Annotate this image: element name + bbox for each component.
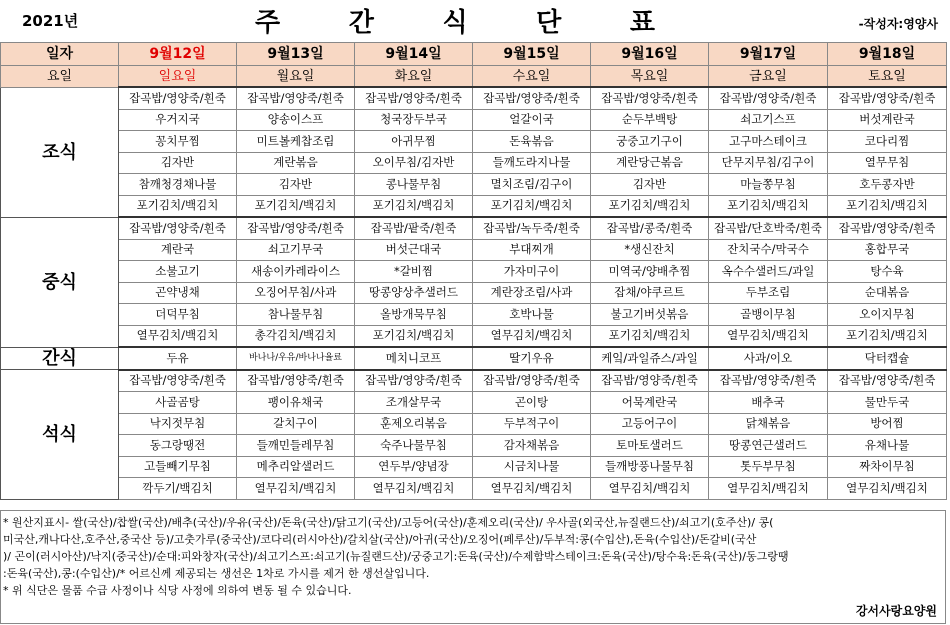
menu-row	[1, 456, 947, 478]
menu-cell: 총각김치/백김치	[237, 325, 355, 347]
menu-cell: 잡곡밥/영양죽/흰죽	[828, 370, 947, 392]
menu-cell: *갈비찜	[355, 261, 473, 283]
date-header-cell: 9월16일	[591, 43, 709, 66]
menu-cell: 팽이유채국	[237, 392, 355, 414]
date-header-cell: 9월13일	[237, 43, 355, 66]
menu-cell: 잡곡밥/영양죽/흰죽	[237, 217, 355, 239]
date-header-row	[1, 43, 947, 66]
origin-notes	[3, 514, 943, 599]
menu-cell: 포기김치/백김치	[828, 325, 947, 347]
menu-cell: 가자미구이	[473, 261, 591, 283]
menu-cell: 열무김치/백김치	[355, 478, 473, 500]
menu-cell: 토마토샐러드	[591, 435, 709, 457]
menu-cell: 청국장두부국	[355, 109, 473, 131]
menu-cell: 포기김치/백김치	[591, 325, 709, 347]
menu-cell: 김자반	[237, 174, 355, 196]
menu-cell: 잡곡밥/팥죽/흰죽	[355, 217, 473, 239]
menu-cell: 두부적구이	[473, 413, 591, 435]
menu-row	[1, 325, 947, 347]
title-row	[0, 0, 946, 42]
title-char: 식	[442, 8, 468, 38]
note-line: )/ 곤이(러시아산)/낙지(중국산)/순대:피와창자(국산)/쇠고기스프:쇠고기(뉴질랜드산)/궁중고기:돈육(국산)/수제함박스테이크:돈육(국산)/탕수육:돈육(국산)/동그랑땡	[3, 550, 789, 563]
menu-row	[1, 282, 947, 304]
note-line: 미국산,캐나다산,호주산,중국산 등)/고춧가루(중국산)/코다리(러시아산)/갈치살(국산)/아귀(국산)/오징어(페루산)/두부적:콩(수입산),돈육(수입산)/돈갈비(국산	[3, 533, 757, 546]
menu-cell: 포기김치/백김치	[828, 195, 947, 217]
menu-cell: 감자채볶음	[473, 435, 591, 457]
menu-cell: 땅콩양상추샐러드	[355, 282, 473, 304]
menu-cell: 홍합무국	[828, 239, 947, 261]
menu-row	[1, 131, 947, 153]
menu-cell: 쇠고기스프	[709, 109, 828, 131]
menu-cell: 조개살무국	[355, 392, 473, 414]
menu-cell: 잡곡밥/영양죽/흰죽	[473, 87, 591, 109]
menu-row	[1, 152, 947, 174]
weekly-menu-table	[0, 42, 947, 500]
menu-cell: 고들빼기무침	[119, 456, 237, 478]
menu-cell: 잡곡밥/영양죽/흰죽	[709, 370, 828, 392]
meal-label: 조식	[1, 87, 119, 217]
menu-row	[1, 239, 947, 261]
menu-row	[1, 347, 947, 370]
menu-cell: 잡곡밥/영양죽/흰죽	[119, 217, 237, 239]
menu-cell: 잡곡밥/영양죽/흰죽	[119, 370, 237, 392]
title-char: 간	[348, 8, 374, 38]
menu-cell: 오이무침/김자반	[355, 152, 473, 174]
date-header-label: 일자	[1, 43, 119, 66]
date-header-cell: 9월12일	[119, 43, 237, 66]
menu-cell: 물만두국	[828, 392, 947, 414]
menu-cell: 포기김치/백김치	[591, 195, 709, 217]
menu-cell: 꽁치무찜	[119, 131, 237, 153]
menu-row	[1, 87, 947, 109]
day-header-cell: 화요일	[355, 66, 473, 88]
menu-cell: 잡곡밥/영양죽/흰죽	[119, 87, 237, 109]
menu-cell: 잡곡밥/영양죽/흰죽	[237, 87, 355, 109]
menu-cell: 땅콩연근샐러드	[709, 435, 828, 457]
menu-cell: 낙지젓무침	[119, 413, 237, 435]
menu-cell: 바나나/우유/바나나율료	[237, 347, 355, 370]
menu-cell: 들깨방풍나물무침	[591, 456, 709, 478]
menu-cell: 코다리찜	[828, 131, 947, 153]
menu-cell: 닥터캡슐	[828, 347, 947, 370]
day-header-cell: 금요일	[709, 66, 828, 88]
menu-cell: 깍두기/백김치	[119, 478, 237, 500]
menu-cell: 얼갈이국	[473, 109, 591, 131]
menu-cell: 잡곡밥/영양죽/흰죽	[591, 87, 709, 109]
menu-cell: 어묵계란국	[591, 392, 709, 414]
menu-cell: 훈제오리볶음	[355, 413, 473, 435]
menu-cell: 동그랑땡전	[119, 435, 237, 457]
facility-signature: 강서사랑요양원	[855, 604, 937, 618]
menu-cell: 열무김치/백김치	[473, 478, 591, 500]
note-line: * 원산지표시- 쌀(국산)/찹쌀(국산)/배추(국산)/우유(국산)/돈육(국산)/닭고기(국산)/고등어(국산)/훈제오리(국산)/ 우사골(외국산,뉴질랜드산)/쇠고기(호주산)/ 콩(	[3, 516, 774, 529]
menu-cell: 잡곡밥/영양죽/흰죽	[355, 87, 473, 109]
menu-row	[1, 109, 947, 131]
menu-row	[1, 195, 947, 217]
day-header-row	[1, 66, 947, 88]
title-char: 주	[255, 8, 281, 38]
menu-cell: 계란장조림/사과	[473, 282, 591, 304]
menu-cell: 들깨도라지나물	[473, 152, 591, 174]
menu-cell: 갈치구이	[237, 413, 355, 435]
menu-row	[1, 370, 947, 392]
note-line: :돈육(국산),콩:(수입산)/* 어르신께 제공되는 생선은 1차로 가시를 제거 한 생선살입니다.	[3, 567, 430, 580]
menu-cell: 잡곡밥/영양죽/흰죽	[355, 370, 473, 392]
author-label: -작성자:영양사	[858, 17, 938, 31]
menu-cell: 부대찌개	[473, 239, 591, 261]
menu-row	[1, 261, 947, 283]
menu-cell: 미역국/양배추찜	[591, 261, 709, 283]
menu-cell: 연두부/양념장	[355, 456, 473, 478]
day-header-cell: 토요일	[828, 66, 947, 88]
menu-cell: 닭채볶음	[709, 413, 828, 435]
menu-cell: 열무김치/백김치	[709, 325, 828, 347]
menu-cell: 콩나물무침	[355, 174, 473, 196]
menu-row	[1, 478, 947, 500]
menu-row	[1, 435, 947, 457]
menu-cell: 돈육볶음	[473, 131, 591, 153]
menu-cell: 고등어구이	[591, 413, 709, 435]
menu-cell: 마늘쫑무침	[709, 174, 828, 196]
menu-cell: 방어찜	[828, 413, 947, 435]
menu-cell: 잡곡밥/영양죽/흰죽	[828, 87, 947, 109]
menu-cell: 궁중고기구이	[591, 131, 709, 153]
menu-cell: 참깨청경채나물	[119, 174, 237, 196]
menu-cell: 우거지국	[119, 109, 237, 131]
menu-cell: *생신잔치	[591, 239, 709, 261]
menu-cell: 시금치나물	[473, 456, 591, 478]
menu-cell: 호박나물	[473, 304, 591, 326]
menu-cell: 호두콩자반	[828, 174, 947, 196]
menu-cell: 두부조림	[709, 282, 828, 304]
menu-cell: 잡곡밥/콩죽/흰죽	[591, 217, 709, 239]
menu-cell: 미트볼케찹조림	[237, 131, 355, 153]
menu-cell: 소불고기	[119, 261, 237, 283]
menu-cell: 오징어무침/사과	[237, 282, 355, 304]
menu-cell: 숙주나물무침	[355, 435, 473, 457]
menu-cell: 참나물무침	[237, 304, 355, 326]
menu-cell: 잔치국수/막국수	[709, 239, 828, 261]
date-header-cell: 9월18일	[828, 43, 947, 66]
menu-cell: 잡곡밥/영양죽/흰죽	[237, 370, 355, 392]
menu-cell: 더덕무침	[119, 304, 237, 326]
menu-cell: 잡곡밥/영양죽/흰죽	[591, 370, 709, 392]
menu-cell: 포기김치/백김치	[119, 195, 237, 217]
menu-cell: 양송이스프	[237, 109, 355, 131]
menu-cell: 짜차이무침	[828, 456, 947, 478]
menu-cell: 아귀무찜	[355, 131, 473, 153]
menu-cell: 잡곡밥/영양죽/흰죽	[709, 87, 828, 109]
menu-cell: 포기김치/백김치	[355, 195, 473, 217]
menu-cell: 포기김치/백김치	[355, 325, 473, 347]
day-header-cell: 목요일	[591, 66, 709, 88]
menu-cell: 쇠고기무국	[237, 239, 355, 261]
day-header-cell: 일요일	[119, 66, 237, 88]
menu-cell: 열무김치/백김치	[591, 478, 709, 500]
menu-row	[1, 413, 947, 435]
menu-cell: 케잌/과일쥬스/과일	[591, 347, 709, 370]
menu-cell: 불고기버섯볶음	[591, 304, 709, 326]
menu-cell: 메치니코프	[355, 347, 473, 370]
menu-cell: 버섯근대국	[355, 239, 473, 261]
menu-cell: 멸치조림/김구이	[473, 174, 591, 196]
menu-cell: 열무김치/백김치	[473, 325, 591, 347]
menu-cell: 열무김치/백김치	[828, 478, 947, 500]
menu-cell: 오이지무침	[828, 304, 947, 326]
title-char: 단	[536, 8, 562, 38]
menu-cell: 잡채/야쿠르트	[591, 282, 709, 304]
menu-row	[1, 392, 947, 414]
menu-cell: 탕수육	[828, 261, 947, 283]
menu-cell: 딸기우유	[473, 347, 591, 370]
title-char: 표	[629, 8, 655, 38]
menu-cell: 들깨민들레무침	[237, 435, 355, 457]
menu-cell: 열무김치/백김치	[237, 478, 355, 500]
menu-cell: 계란국	[119, 239, 237, 261]
menu-cell: 단무지무침/김구이	[709, 152, 828, 174]
menu-cell: 톳두부무침	[709, 456, 828, 478]
menu-cell: 곤약냉채	[119, 282, 237, 304]
meal-label: 간식	[1, 347, 119, 370]
menu-row	[1, 217, 947, 239]
menu-cell: 두유	[119, 347, 237, 370]
menu-cell: 배추국	[709, 392, 828, 414]
menu-cell: 올방개묵무침	[355, 304, 473, 326]
date-header-cell: 9월14일	[355, 43, 473, 66]
meal-label: 중식	[1, 217, 119, 347]
menu-cell: 유채나물	[828, 435, 947, 457]
menu-cell: 메추리알샐러드	[237, 456, 355, 478]
menu-cell: 사과/이오	[709, 347, 828, 370]
menu-cell: 김자반	[591, 174, 709, 196]
menu-row	[1, 304, 947, 326]
menu-cell: 열무김치/백김치	[119, 325, 237, 347]
menu-cell: 순두부백탕	[591, 109, 709, 131]
menu-cell: 잡곡밥/녹두죽/흰죽	[473, 217, 591, 239]
day-header-cell: 수요일	[473, 66, 591, 88]
menu-cell: 열무김치/백김치	[709, 478, 828, 500]
menu-cell: 포기김치/백김치	[709, 195, 828, 217]
menu-cell: 잡곡밥/단호박죽/흰죽	[709, 217, 828, 239]
menu-cell: 새송이카레라이스	[237, 261, 355, 283]
menu-cell: 곤이탕	[473, 392, 591, 414]
year-label: 2021년	[22, 12, 79, 30]
menu-cell: 사골곰탕	[119, 392, 237, 414]
menu-cell: 김자반	[119, 152, 237, 174]
date-header-cell: 9월17일	[709, 43, 828, 66]
menu-cell: 계란당근볶음	[591, 152, 709, 174]
meal-label: 석식	[1, 370, 119, 500]
day-header-label: 요일	[1, 66, 119, 88]
menu-cell: 순대볶음	[828, 282, 947, 304]
menu-cell: 계란볶음	[237, 152, 355, 174]
date-header-cell: 9월15일	[473, 43, 591, 66]
day-header-cell: 월요일	[237, 66, 355, 88]
menu-cell: 잡곡밥/영양죽/흰죽	[828, 217, 947, 239]
menu-row	[1, 174, 947, 196]
menu-cell: 잡곡밥/영양죽/흰죽	[473, 370, 591, 392]
page-title	[255, 2, 655, 38]
menu-cell: 골뱅이무침	[709, 304, 828, 326]
note-line: * 위 식단은 물품 수급 사정이나 식당 사정에 의하여 변동 될 수 있습니다.	[3, 584, 352, 597]
menu-cell: 고구마스테이크	[709, 131, 828, 153]
menu-cell: 열무무침	[828, 152, 947, 174]
menu-cell: 옥수수샐러드/과일	[709, 261, 828, 283]
menu-cell: 포기김치/백김치	[237, 195, 355, 217]
footer-notes-box	[0, 510, 946, 624]
menu-cell: 포기김치/백김치	[473, 195, 591, 217]
menu-cell: 버섯계란국	[828, 109, 947, 131]
